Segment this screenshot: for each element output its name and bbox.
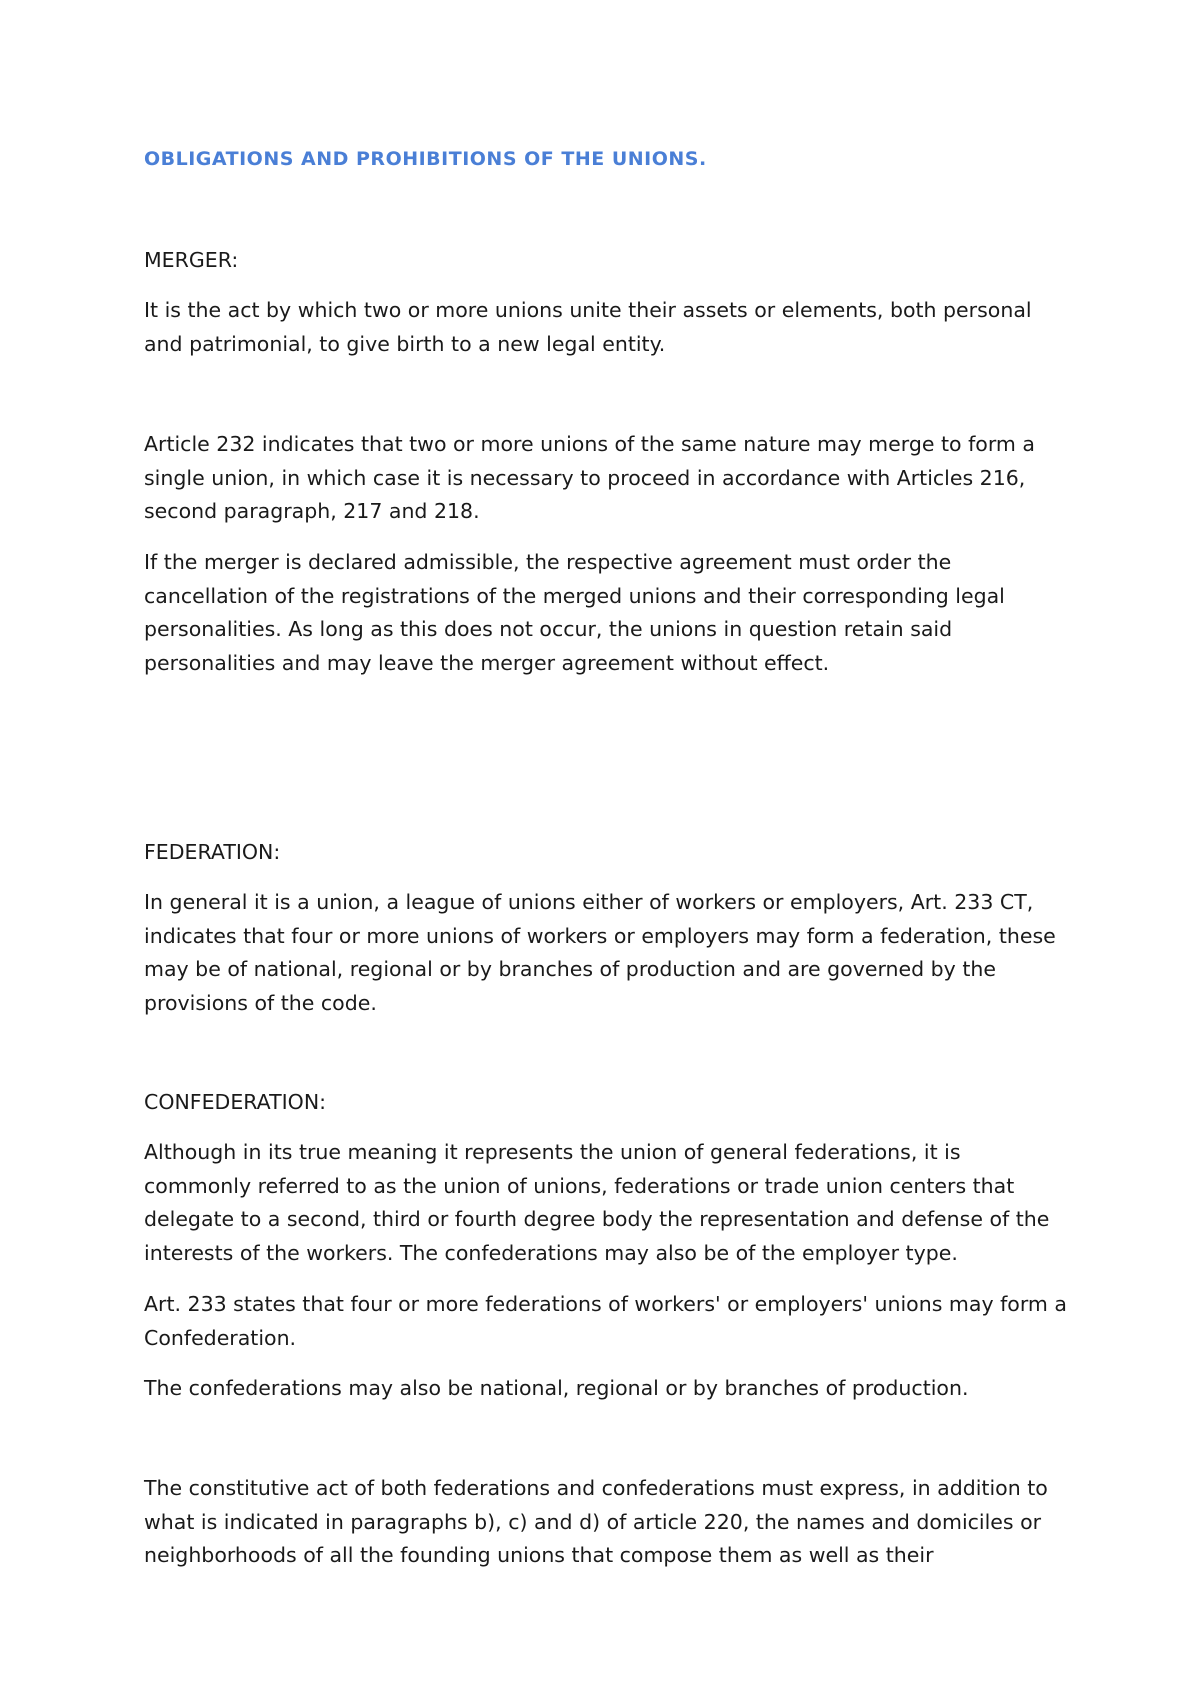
merger-paragraph-2: Article 232 indicates that two or more unions of the same nature may merge to form a single union, in which case it is necessary to proceed in accordance with Articles 216, second paragraph, 217 and 218. [144,432,1035,523]
merger-paragraph-3: If the merger is declared admissible, the respective agreement must order the cancellation of the registrations of the merged unions and their corresponding legal personalities. As long as this does not occur, the unions in question retain said personalities and may leave the merger agreement without effect. [144,550,1005,675]
confederation-paragraph-4: The constitutive act of both federations and confederations must express, in addition to what is indicated in paragraphs b), c) and d) of article 220, the names and domiciles or neighborhoods of all the founding unions that compose them as well as their [144,1476,1048,1567]
federation-heading: FEDERATION: [144,840,281,864]
merger-paragraph-1: It is the act by which two or more unions unite their assets or elements, both personal and patrimonial, to give birth to a new legal entity. [144,298,1032,356]
confederation-heading: CONFEDERATION: [144,1090,327,1114]
document-title: OBLIGATIONS AND PROHIBITIONS OF THE UNIONS. [144,148,707,170]
confederation-paragraph-1: Although in its true meaning it represents the union of general federations, it is commonly referred to as the union of unions, federations or trade union centers that delegate to a second, third or fourth degree body the representation and defense of the interests of the workers. The confederations may also be of the employer type. [144,1140,1050,1265]
confederation-paragraph-2: Art. 233 states that four or more federations of workers' or employers' unions may form a Confederation. [144,1292,1067,1350]
confederation-paragraph-3: The confederations may also be national, regional or by branches of production. [144,1376,969,1400]
federation-paragraph-1: In general it is a union, a league of unions either of workers or employers, Art. 233 CT, indicates that four or more unions of workers or employers may form a federation, these may be of national, regional or by branches of production and are governed by the provisions of the code. [144,890,1056,1015]
merger-heading: MERGER: [144,248,239,272]
